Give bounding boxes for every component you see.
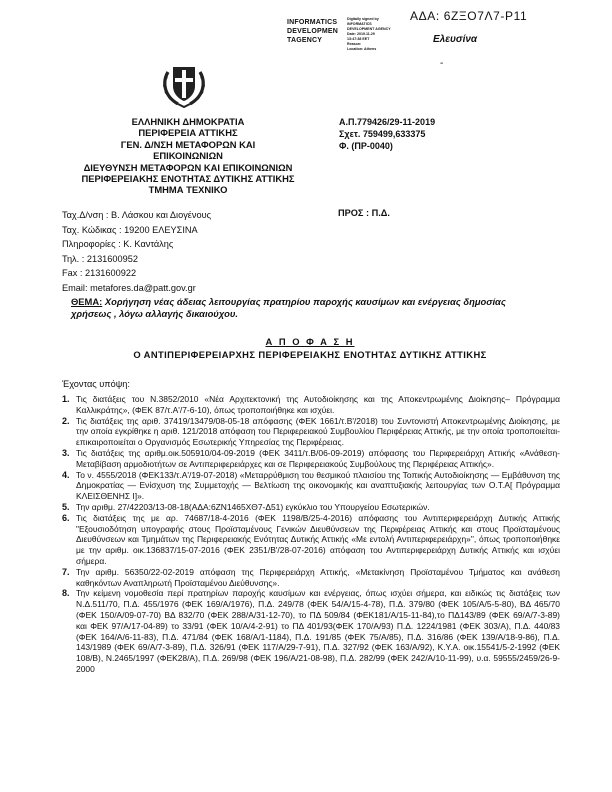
decision-issuer: Ο ΑΝΤΙΠΕΡΙΦΕΡΕΙΑΡΧΗΣ ΠΕΡΙΦΕΡΕΙΑΚΗΣ ΕΝΟΤΗΤΑΣ ΔΥΤΙΚΗΣ ΑΤΤΙΚΗΣ [133,348,487,360]
list-item [62,394,560,416]
clause-text: Το ν. 4555/2018 (ΦΕΚ133/τ.Α'/19-07-2018) «Μεταρρύθμιση του θεσμικού πλαισίου της Τοπικής Αυτοδιοίκησης — Εμβάθυνση της Δημοκρατίας — Ενίσχυση της Συμμετοχής — Βελτίωση της οικονομικής και αναπτυξιακής λειτουργίας των Ο.Τ.Α[ Πρόγραμμα ΚΛΕΙΣΘΕΝΗΣ Ι]». [76,469,560,502]
considerations-list [62,394,560,675]
stamp-fine-line: 13:47:38 EET [347,37,370,41]
stamp-fine-line: DEVELOPMENT AGENCY [347,27,391,31]
clause-number: 8. [62,588,70,599]
phone-line: Τηλ. : 2131600952 [62,253,138,264]
header-line: ΤΜΗΜΑ ΤΕΧΝΙΚΟ [148,184,228,196]
postal-code-line: Ταχ. Κώδικας : 19200 ΕΛΕΥΣΙΝΑ [62,224,198,235]
stamp-fine-line: Reason: [347,42,362,46]
stamp-line: TAGENCY [287,37,323,44]
stamp-fine-print [347,17,409,52]
protocol-number: Α.Π.779426/29-11-2019 [339,117,436,127]
header-line: ΕΠΙΚΟΙΝΩΝΙΩΝ [153,150,223,162]
issuing-authority-header [81,116,295,196]
header-line: ΠΕΡΙΦΕΡΕΙΑ ΑΤΤΙΚΗΣ [138,127,238,139]
list-item [62,416,560,448]
city-name: Ελευσίνα [433,34,478,45]
stamp-line: DEVELOPMEN [287,28,339,35]
clause-text: Την αριθμ. 27/42203/13-08-18(ΑΔΑ:6ΖΝ1465ΧΘ7-Δ51) εγκύκλιο του Υπουργείου Εσωτερικών. [76,501,430,512]
decision-title [60,336,560,361]
clause-text: Τις διατάξεις του Ν.3852/2010 «Νέα Αρχιτεκτονική της Αυτοδιοίκησης και της Αποκεντρωμένης Διοίκησης– Πρόγραμμα Καλλικράτης», (ΦΕΚ 87/τ.Α'/7-6-10), όπως τροποποιήθηκε και ισχύει. [76,394,560,415]
list-item [62,588,560,674]
clause-text: Τις διατάξεις της με αρ. 74687/18-4-2016 (ΦΕΚ 1198/Β/25-4-2016) απόφασης του Αντιπεριφερειάρχη Δυτικής Αττικής "Εξουσιοδότηση υπογραφής στους Προϊσταμένους Γενικών Διευθύνσεων της Περιφέρειας Αττικής και στους Προϊσταμένους Διευθύνσεων και Τμημάτων της Περιφερειακής Ενότητας Δυτικής Αττικής «Με εντολή Αντιπεριφερειάρχη»", όπως τροποποιήθηκε με την αριθμ. οικ.136837/15-07-2016 (ΦΕΚ 2351/Β'/28-07-2016) απόφαση του Αντιπεριφερειάρχη Δυτικής Αττικής και ισχύει σήμερα. [76,512,560,566]
stamp-fine-line: Digitally signed by [347,17,379,21]
email-line: Email: metafores.da@patt.gov.gr [62,282,196,293]
list-item [62,470,560,502]
stamp-line: INFORMATICS [287,19,338,26]
considering-heading: Έχοντας υπόψη: [62,379,130,389]
list-item [62,567,560,589]
clause-text: Την κείμενη νομοθεσία περί πρατηρίων παροχής καυσίμων και ενέργειας, όπως ισχύει σήμερα, και ειδικώς τις διατάξεις των Ν.Δ.511/70, Π.Δ. 455/1976 (ΦΕΚ 169/Α/1976), Π.Δ. 249/78 (ΦΕΚ 54/Α/15-4-78), Π.Δ. 379/80 (ΦΕΚ 105/Α/5-5-80), ΒΔ 465/70 (ΦΕΚ 150/Α/09-07-70) ΒΔ 832/70 (ΦΕΚ 288/Α/31-12-70), το ΠΔ 509/84 (ΦΕΚ181/Α/15-11-84),το ΠΔ143/89 (ΦΕΚ 69/Α/7-3-89) και ΦΕΚ 97/Α/17-04-89) το 33/91 (ΦΕΚ 10/Α/4-2-91) το ΠΔ 401/93(ΦΕΚ 170/Α/93) Π.Δ. 1224/1981 (ΦΕΚ 303/Α), Π.Δ. 440/83 (ΦΕΚ 164/Α/6-11-83), Π.Δ. 471/84 (ΦΕΚ 168/Α/1-1184), Π.Δ. 191/85 (ΦΕΚ 75/Α/85), Π.Δ. 316/86 (ΦΕΚ 139/Α/18-9-86), Π.Δ. 143/1989 (ΦΕΚ 69/Α/7-3-89), Π.Δ. 326/91 (ΦΕΚ 117/Α/29-7-91), Π.Δ. 327/92 (ΦΕΚ 163/Α/92), Κ.Υ.Α. οικ.15541/5-2-1992 (ΦΕΚ 108/Β), Ν.2465/1997 (ΦΕΚ28/Α), Π.Δ. 269/98 (ΦΕΚ 196/Α/21-08-98), Π.Δ. 282/99 (ΦΕΚ 242/Α/10-11-99), υ.α. 59555/2459/26-9-2000 [76,588,560,674]
clause-number: 6. [62,512,70,523]
related-reference: Σχετ. 759499,633375 [339,129,426,140]
clause-number: 7. [62,566,70,577]
header-line: ΠΕΡΙΦΕΡΕΙΑΚΗΣ ΕΝΟΤΗΤΑΣ ΔΥΤΙΚΗΣ ΑΤΤΙΚΗΣ [81,173,295,185]
file-reference: Φ. (ΠΡ-0040) [339,141,393,152]
list-item [62,502,560,513]
information-contact-line: Πληροφορίες : Κ. Καντάλης [62,239,174,250]
contact-details [62,208,211,296]
subject-label: ΘΕΜΑ: [71,296,103,307]
clause-text: Την αριθμ. 56350/22-02-2019 απόφαση της Περιφερειάρχη Αττικής, «Μετακίνηση Προϊσταμένου Τμήματος και ανάθεση καθηκόντων Αναπληρωτή Προϊσταμένου Διεύθυνσης». [76,566,560,588]
date-placeholder: - [440,58,444,69]
clause-number: 2. [62,415,70,426]
stamp-fine-line: INFORMATICS [347,22,372,26]
clause-number: 3. [62,447,70,458]
address-line: Ταχ.Δ/νση : Β. Λάσκου και Διογένους [62,210,212,220]
clause-number: 4. [62,469,70,480]
header-line: ΔΙΕΥΘΥΝΣΗ ΜΕΤΑΦΟΡΩΝ ΚΑΙ ΕΠΙΚΟΙΝΩΝΙΩΝ [83,161,293,173]
stamp-fine-line: Date: 2019.11.29 [347,32,375,36]
decision-heading: Α Π Ο Φ Α Σ Η [265,336,355,347]
clause-text: Τις διατάξεις της αριθ. 37419/13479/08-05-18 απόφασης (ΦΕΚ 1661/τ.Β'/2018) του Συντονιστή Αποκεντρωμένης Διοίκησης, με την οποία εγκρίθηκε η αριθ. 121/2018 απόφαση του Περιφερειακού Συμβουλίου Περιφέρειας Αττικής, με την οποία τροποποιείται-επικαιροποιείται ο Οργανισμός Εσωτερικής Υπηρεσίας της Περιφέρειας. [76,415,560,448]
greek-coat-of-arms-icon [158,58,210,110]
digital-signature-stamp [287,18,347,45]
header-line: ΓΕΝ. Δ/ΝΣΗ ΜΕΤΑΦΟΡΩΝ ΚΑΙ [120,138,256,150]
clause-number: 5. [62,501,70,512]
recipient: ΠΡΟΣ : Π.Δ. [338,208,390,218]
ada-code: ΑΔΑ: 6ΖΞΟ7Λ7-Ρ11 [410,9,528,23]
subject-text: Χορήγηση νέας άδειας λειτουργίας πρατηρίου παροχής καυσίμων και ενέργειας δημοσίας χρήσεως , λόγω αλλαγής δικαιούχου. [71,296,506,319]
list-item [62,448,560,470]
clause-text: Τις διατάξεις της αριθμ.οικ.505910/04-09-2019 (ΦΕΚ 3411/τ.Β/06-09-2019) απόφασης του Περιφερειάρχη Αττικής «Ανάθεση-Μεταβίβαση αρμοδιοτήτων σε Αντιπεριφερειάρχες και σε Περιφερειακούς Συμβούλους της Περιφέρειας Αττικής». [76,447,560,469]
subject [71,296,541,320]
fax-line: Fax : 2131600922 [62,268,137,279]
list-item [62,513,560,567]
clause-number: 1. [62,394,70,404]
stamp-fine-line: Location: Athens [347,47,377,51]
header-line: ΕΛΛΗΝΙΚΗ ΔΗΜΟΚΡΑΤΙΑ [131,116,245,127]
protocol-reference [339,116,435,153]
